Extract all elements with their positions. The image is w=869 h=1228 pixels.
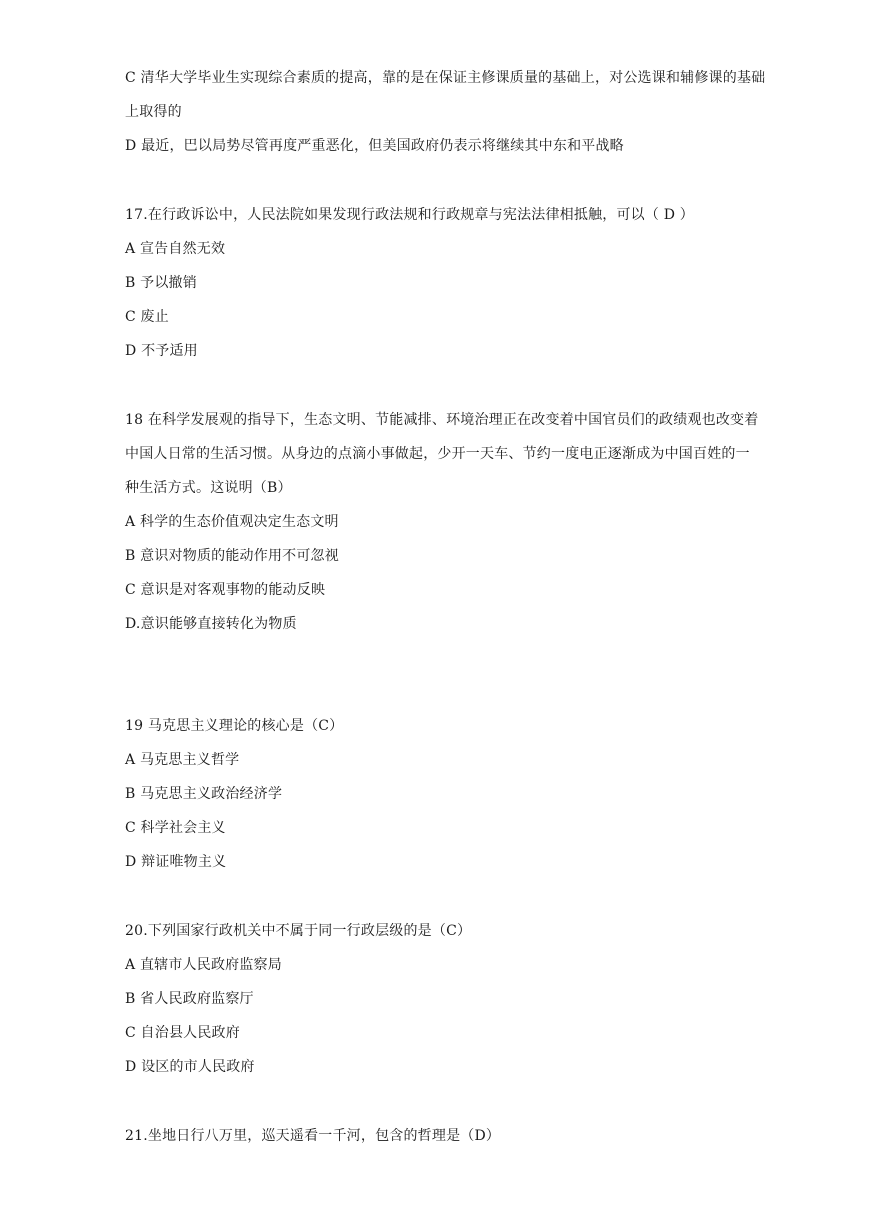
q19-stem: 19 马克思主义理论的核心是（C） (125, 718, 344, 734)
prev-option-d: D 最近，巴以局势尽管再度严重恶化，但美国政府仍表示将继续其中东和平战略 (125, 138, 624, 154)
q20-option-c: C 自治县人民政府 (125, 1025, 240, 1041)
q18-stem-line1: 18 在科学发展观的指导下，生态文明、节能减排、环境治理正在改变着中国官员们的政绩观也改变着 (125, 412, 759, 428)
q17-option-b: B 予以撤销 (125, 275, 197, 291)
q18-option-a: A 科学的生态价值观决定生态文明 (125, 514, 339, 530)
q20-stem: 20.下列国家行政机关中不属于同一行政层级的是（C） (125, 923, 472, 939)
q21-stem: 21.坐地日行八万里，巡天遥看一千河，包含的哲理是（D） (125, 1128, 501, 1144)
q17-option-a: A 宣告自然无效 (125, 241, 226, 257)
q18-option-c: C 意识是对客观事物的能动反映 (125, 582, 326, 598)
q18-option-b: B 意识对物质的能动作用不可忽视 (125, 548, 339, 564)
q19-option-c: C 科学社会主义 (125, 820, 226, 836)
prev-option-c-line1: C 清华大学毕业生实现综合素质的提高，靠的是在保证主修课质量的基础上，对公选课和辅修课的基础 (125, 70, 766, 86)
q19-option-b: B 马克思主义政治经济学 (125, 786, 283, 802)
prev-option-c-line2: 上取得的 (125, 104, 182, 120)
q17-option-c: C 废止 (125, 309, 169, 325)
q20-option-d: D 设区的市人民政府 (125, 1059, 255, 1075)
q18-option-d: D.意识能够直接转化为物质 (125, 616, 297, 632)
q19-option-d: D 辩证唯物主义 (125, 854, 227, 870)
q17-option-d: D 不予适用 (125, 343, 198, 359)
q17-stem: 17.在行政诉讼中，人民法院如果发现行政法规和行政规章与宪法法律相抵触，可以（ D ） (125, 207, 694, 223)
q20-option-a: A 直辖市人民政府监察局 (125, 957, 282, 973)
q18-stem-line3: 种生活方式。这说明（B） (125, 480, 292, 496)
q18-stem-line2: 中国人日常的生活习惯。从身边的点滴小事做起，少开一天车、节约一度电正逐渐成为中国百姓的一 (125, 446, 750, 462)
q19-option-a: A 马克思主义哲学 (125, 752, 240, 768)
q20-option-b: B 省人民政府监察厅 (125, 991, 254, 1007)
